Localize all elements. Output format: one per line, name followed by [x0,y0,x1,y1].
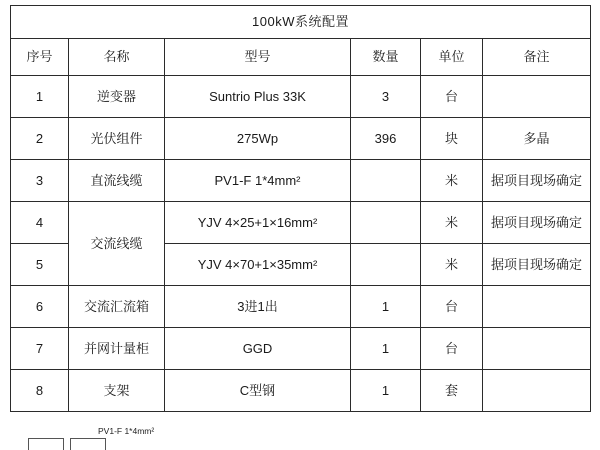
cell-no: 2 [11,118,69,160]
diagram-label-line1: PV1-F 1*4mm² [98,426,155,436]
cell-remark: 据项目现场确定 [483,244,591,286]
cell-name: 直流线缆 [69,160,165,202]
cell-remark: 据项目现场确定 [483,160,591,202]
cell-name: 并网计量柜 [69,328,165,370]
cell-name: 交流线缆 [69,202,165,286]
cell-qty: 3 [351,76,421,118]
cell-unit: 块 [421,118,483,160]
cell-model: YJV 4×70+1×35mm² [165,244,351,286]
cell-qty: 1 [351,328,421,370]
cell-name: 交流汇流箱 [69,286,165,328]
table-row [11,202,591,244]
cell-qty: 1 [351,286,421,328]
cell-model: C型钢 [165,370,351,412]
cell-model: 275Wp [165,118,351,160]
cell-unit: 台 [421,328,483,370]
table-title-row [11,6,591,39]
cell-unit: 米 [421,160,483,202]
column-header-name: 名称 [69,39,165,76]
cell-no: 5 [11,244,69,286]
cell-remark [483,328,591,370]
cell-model: YJV 4×25+1×16mm² [165,202,351,244]
cell-unit: 台 [421,286,483,328]
column-header-model: 型号 [165,39,351,76]
cell-qty: 1 [351,370,421,412]
column-header-no: 序号 [11,39,69,76]
cell-model: GGD [165,328,351,370]
cell-remark [483,76,591,118]
configuration-table [10,5,591,412]
cell-model: PV1-F 1*4mm² [165,160,351,202]
cell-unit: 米 [421,202,483,244]
cell-no: 1 [11,76,69,118]
table-header-row [11,39,591,76]
cell-name: 支架 [69,370,165,412]
cell-qty [351,160,421,202]
cell-no: 8 [11,370,69,412]
table-row [11,76,591,118]
cell-remark [483,370,591,412]
table-row [11,370,591,412]
column-header-unit: 单位 [421,39,483,76]
cell-remark [483,286,591,328]
table-row [11,160,591,202]
cell-unit: 米 [421,244,483,286]
cell-qty [351,244,421,286]
cell-name: 光伏组件 [69,118,165,160]
diagram-box-right [70,438,106,450]
page-title: 100kW系统配置 [11,6,591,39]
cell-unit: 套 [421,370,483,412]
cell-unit: 台 [421,76,483,118]
table-row [11,118,591,160]
cell-no: 7 [11,328,69,370]
diagram-box-left [28,438,64,450]
column-header-remark: 备注 [483,39,591,76]
cell-remark: 据项目现场确定 [483,202,591,244]
cell-qty: 396 [351,118,421,160]
table-row [11,328,591,370]
column-header-qty: 数量 [351,39,421,76]
cell-model: Suntrio Plus 33K [165,76,351,118]
diagram-fragment [0,424,600,450]
cell-no: 6 [11,286,69,328]
cell-name: 逆变器 [69,76,165,118]
cell-model: 3进1出 [165,286,351,328]
table-row [11,286,591,328]
cell-qty [351,202,421,244]
cell-no: 4 [11,202,69,244]
cell-no: 3 [11,160,69,202]
cell-remark: 多晶 [483,118,591,160]
